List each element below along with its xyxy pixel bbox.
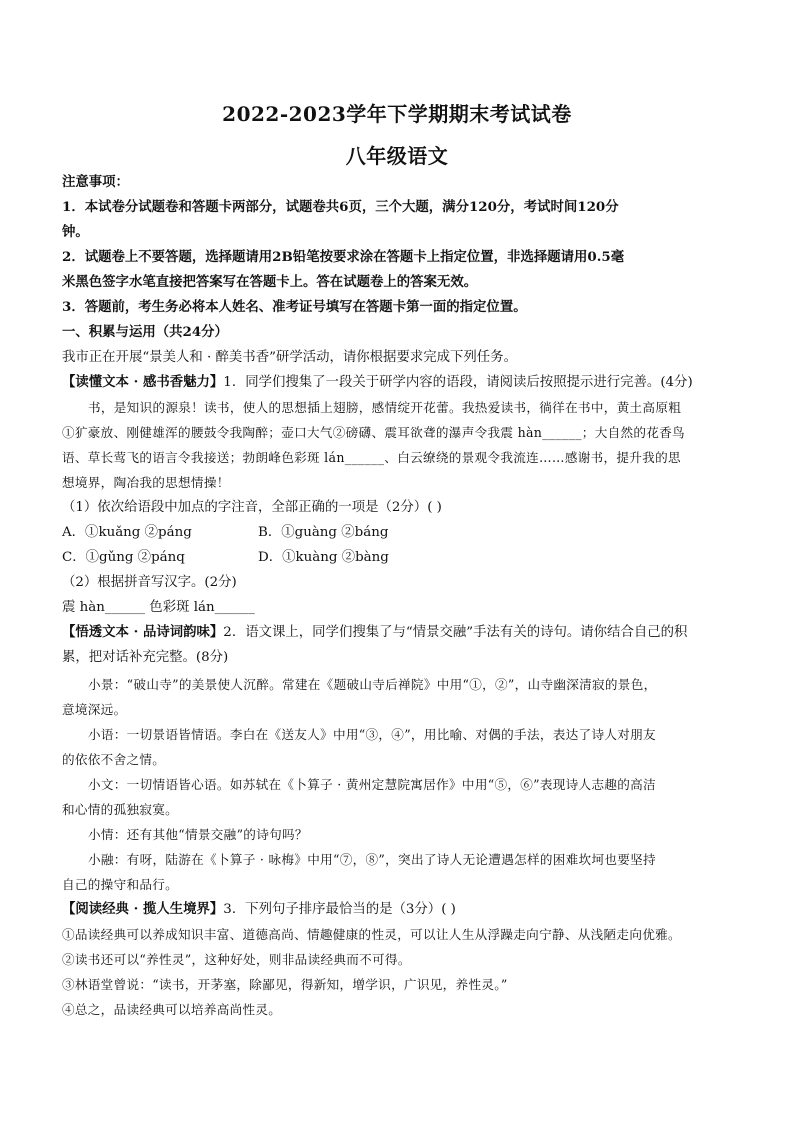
q1-option-d: D．①kuàng ②bàng <box>258 550 389 565</box>
notice-heading: 注意事项： <box>62 174 129 190</box>
question-3-stem <box>62 897 742 922</box>
notice-item-2-cont: 米黑色签字水笔直接把答案写在答题卡上。答在试题卷上的答案无效。 <box>62 274 478 290</box>
notice-item-1-cont: 钟。 <box>62 224 89 240</box>
question-3-text: 3．下列句子排序最恰当的是（3分）( ) <box>223 902 456 917</box>
q2-dialogue-5-cont: 自己的操守和品行。 <box>62 877 179 892</box>
q1-option-b: B．①guàng ②báng <box>258 525 389 540</box>
section-1-intro: 我市正在开展“景美人和 · 醉美书香”研学活动，请你根据要求完成下列任务。 <box>62 350 517 365</box>
q1-option-c: C．①gǔng ②pánq <box>62 550 185 565</box>
q1-sub-question-2-blanks: 震 hàn______ 色彩斑 lán______ <box>62 600 255 615</box>
question-1-text: 1．同学们搜集了一段关于研学内容的语段，请阅读后按照提示进行完善。(4分) <box>223 375 693 390</box>
question-1-tag: 【读懂文本 · 感书香魅力】 <box>62 374 224 390</box>
q3-sentence-1: ①品读经典可以养成知识丰富、道德高尚、情趣健康的性灵，可以让人生从浮躁走向宁静、从浅陋走向优雅。 <box>62 927 681 942</box>
notice-item-3: 3．答题前，考生务必将本人姓名、准考证号填写在答题卡第一面的指定位置。 <box>62 299 527 315</box>
question-2-stem <box>62 620 742 645</box>
question-3-tag: 【阅读经典 · 揽人生境界】 <box>62 901 224 917</box>
q1-passage-line-3: 语、草长莺飞的语言令我接送；勃朗峰色彩斑 lán______、白云缭绕的景观令我流连……感谢书，提升我的思 <box>62 450 681 465</box>
question-2-tag: 【悟透文本 · 品诗词韵味】 <box>62 624 224 640</box>
q1-options-row-1 <box>62 520 742 545</box>
notice-item-1: 1．本试卷分试题卷和答题卡两部分，试题卷共6页，三个大题，满分120分，考试时间120分 <box>62 199 619 215</box>
q1-sub-question-1: （1）依次给语段中加点的字注音，全部正确的一项是（2分）( ) <box>62 500 442 515</box>
question-2-text: 2．语文课上，同学们搜集了与“情景交融”手法有关的诗句。请你结合自己的积 <box>223 625 688 640</box>
q1-option-a: A．①kuǎng ②páng <box>62 525 192 540</box>
q1-options-row-2 <box>62 545 742 570</box>
q1-passage-line-2: ①犷豪放、刚健雄浑的腰鼓令我陶醉；壶口大气②磅礴、震耳欲聋的瀑声令我震 hàn______；大自然的花香鸟 <box>62 425 685 440</box>
question-2-stem-cont: 累，把对话补充完整。(8分) <box>62 650 229 665</box>
exam-title: 2022-2023学年下学期期末考试试卷 <box>222 102 572 126</box>
q2-dialogue-2-cont: 的依依不舍之情。 <box>62 752 166 767</box>
q1-sub-question-2: （2）根据拼音写汉字。(2分) <box>62 575 237 590</box>
q3-sentence-2: ②读书还可以“养性灵”，这种好处，则非品读经典而不可得。 <box>62 952 411 967</box>
q3-sentence-4: ④总之，品读经典可以培养高尚性灵。 <box>62 1002 282 1017</box>
q2-dialogue-4: 小情：还有其他“情景交融”的诗句吗？ <box>88 827 308 842</box>
section-1-heading: 一、积累与运用（共24分） <box>62 324 228 340</box>
q1-passage-line-4: 想境界，陶冶我的思想情操！ <box>62 475 230 490</box>
exam-subtitle: 八年级语文 <box>345 144 449 168</box>
q3-sentence-3: ③林语堂曾说：“读书，开茅塞，除鄙见，得新知，增学识，广识见，养性灵。” <box>62 977 508 992</box>
q2-dialogue-3-cont: 和心情的孤独寂寞。 <box>62 802 179 817</box>
q2-dialogue-5: 小融：有呀，陆游在《卜算子 · 咏梅》中用“⑦，⑧”，突出了诗人无论遭遇怎样的困难坎坷也要坚持 <box>88 852 656 867</box>
q2-dialogue-1: 小景：“破山寺”的美景使人沉醉。常建在《题破山寺后禅院》中用“①，②”，山寺幽深清寂的景色， <box>88 677 657 692</box>
question-1-stem <box>62 370 742 395</box>
q2-dialogue-3: 小文：一切情语皆心语。如苏轼在《卜算子 · 黄州定慧院寓居作》中用“⑤，⑥”表现诗人志趣的高洁 <box>88 777 656 792</box>
q1-passage-line-1: 书，是知识的源泉！读书，使人的思想插上翅膀，感情绽开花蕾。我热爱读书，徜徉在书中，黄土高原粗 <box>88 400 682 415</box>
q2-dialogue-2: 小语：一切景语皆情语。李白在《送友人》中用“③，④”，用比喻、对偶的手法，表达了诗人对朋友 <box>88 727 656 742</box>
q2-dialogue-1-cont: 意境深远。 <box>62 702 127 717</box>
notice-item-2: 2．试题卷上不要答题，选择题请用2B铅笔按要求涂在答题卡上指定位置，非选择题请用0.5毫 <box>62 249 625 265</box>
